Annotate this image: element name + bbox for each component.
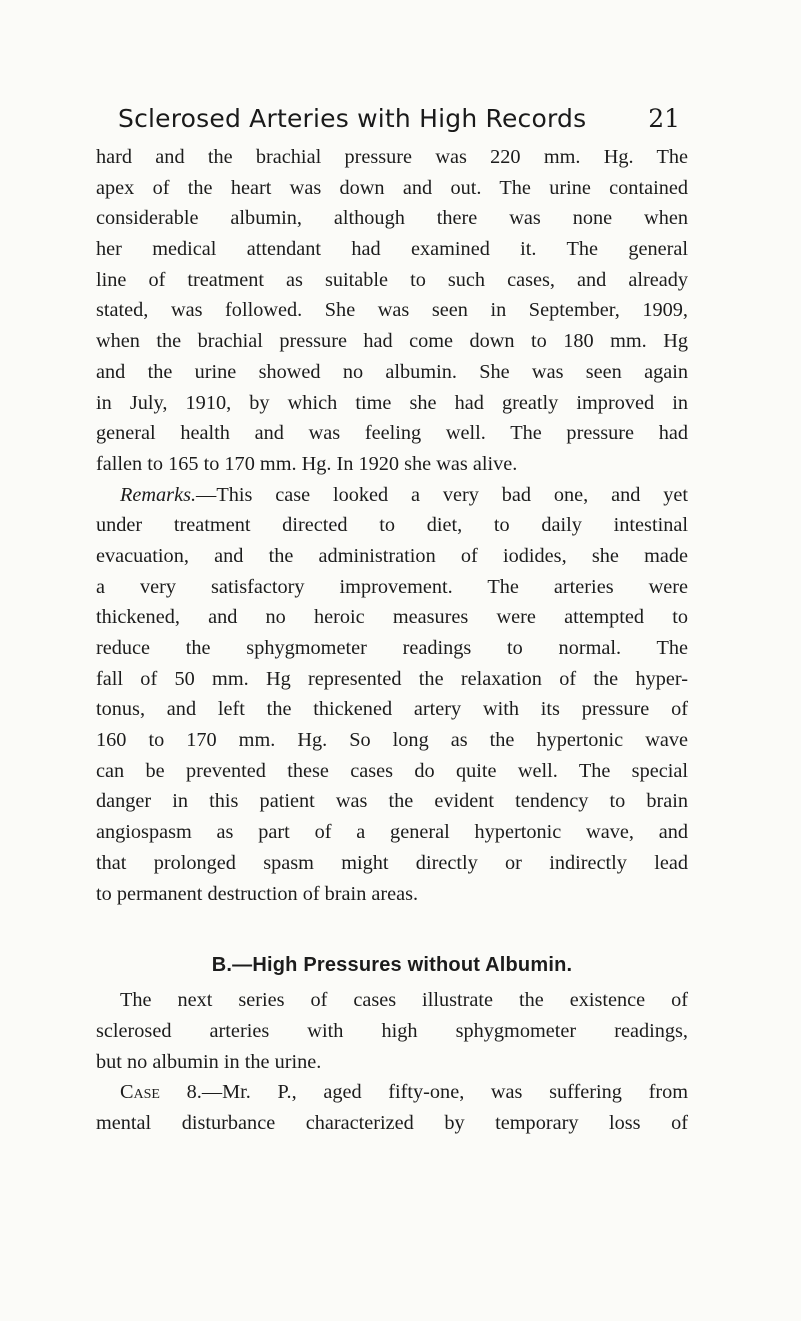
running-title: Sclerosed Arteries with High Records	[118, 104, 587, 133]
text-line: but no albumin in the urine.	[96, 1050, 322, 1073]
text-line: fallen to 165 to 170 mm. Hg. In 1920 she was alive.	[96, 452, 518, 475]
text-line: thickened, and no heroic measures were attempted to	[96, 606, 688, 629]
case-first-line: —Mr. P., aged fifty-one, was suffering from	[201, 1081, 689, 1104]
text-line: can be prevented these cases do quite well. The special	[96, 759, 688, 782]
text-line: under treatment directed to diet, to daily intestinal	[96, 514, 688, 537]
section-spacer	[96, 909, 688, 945]
text-line: and the urine showed no albumin. She was seen again	[96, 360, 688, 383]
text-line	[96, 1077, 688, 1108]
text-line: danger in this patient was the evident tendency to brain	[96, 790, 688, 813]
text-line: when the brachial pressure had come down to 180 mm. Hg	[96, 330, 688, 353]
running-header	[118, 104, 684, 144]
paragraph-3	[96, 985, 688, 1077]
text-line: general health and was feeling well. The pressure had	[96, 422, 688, 445]
text-line: angiospasm as part of a general hypertonic wave, and	[96, 821, 688, 844]
section-heading: B.—High Pressures without Albumin.	[211, 954, 573, 977]
text-line: hard and the brachial pressure was 220 mm. Hg. The	[96, 146, 688, 168]
text-line: a very satisfactory improvement. The arteries were	[96, 575, 688, 598]
text-line: evacuation, and the administration of iodides, she made	[96, 544, 688, 567]
body-text	[96, 142, 688, 1139]
text-line: her medical attendant had examined it. The general	[96, 238, 688, 261]
text-line: line of treatment as suitable to such cases, and already	[96, 268, 688, 291]
page-number: 21	[648, 104, 680, 133]
text-line: considerable albumin, although there was none when	[96, 207, 688, 230]
text-line: apex of the heart was down and out. The urine contained	[96, 176, 688, 199]
case-lead: Case 8.	[120, 1081, 202, 1104]
paragraph-case-8	[96, 1077, 688, 1138]
paragraph-1	[96, 142, 688, 480]
text-line: in July, 1910, by which time she had greatly improved in	[96, 391, 688, 414]
text-line: fall of 50 mm. Hg represented the relaxation of the hyper-	[96, 667, 688, 690]
text-line: The next series of cases illustrate the existence of	[120, 989, 688, 1012]
text-line: to permanent destruction of brain areas.	[96, 882, 419, 905]
text-line: that prolonged spasm might directly or indirectly lead	[96, 851, 688, 874]
text-line: reduce the sphygmometer readings to normal. The	[96, 637, 688, 659]
text-line: sclerosed arteries with high sphygmometer readings,	[96, 1019, 688, 1042]
paragraph-remarks	[96, 480, 688, 910]
text-line: tonus, and left the thickened artery with its pressure of	[96, 698, 688, 721]
text-line: 160 to 170 mm. Hg. So long as the hypertonic wave	[96, 729, 688, 752]
text-line	[96, 480, 688, 511]
remarks-first-line: —This case looked a very bad one, and yet	[196, 483, 688, 506]
text-line: stated, was followed. She was seen in September, 1909,	[96, 299, 688, 322]
text-line: mental disturbance characterized by temporary loss of	[96, 1111, 688, 1134]
remarks-lead: Remarks.	[120, 483, 197, 506]
